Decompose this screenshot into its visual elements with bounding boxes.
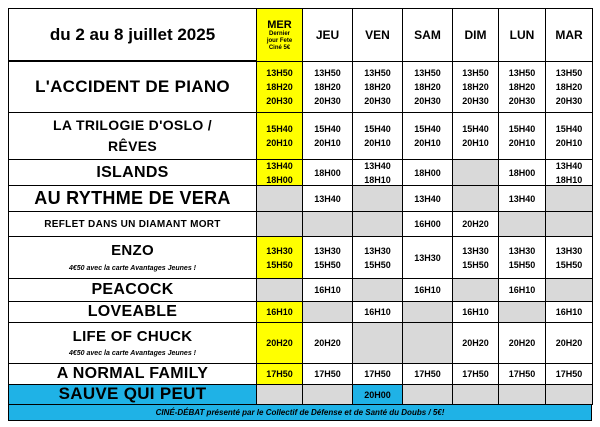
film-title: ENZO [111,242,154,260]
showtime-cell [545,384,593,405]
film-title-cell [8,185,257,212]
showtime: 20H20 [462,219,489,229]
showtime-cell [302,278,353,302]
showtime-cell [545,363,593,385]
showtime-cell [498,61,546,113]
showtime-cell [452,61,499,113]
showtime-cell [402,211,453,237]
showtime: 20H30 [364,96,391,106]
film-title-cell [8,384,257,405]
showtime: 17H50 [414,369,441,379]
showtime: 13H40 [555,160,583,171]
showtime: 20H20 [555,338,583,348]
showtime: 20H10 [555,138,583,148]
day-label: SAM [414,28,441,42]
showtime: 18H20 [555,82,583,92]
showtime-cell [402,322,453,364]
showtime-cell [498,301,546,323]
showtime: 18H20 [462,82,489,92]
film-title: LIFE OF CHUCK [72,327,193,345]
showtime: 18H20 [266,82,293,92]
showtime-cell [302,185,353,212]
film-title-line: RÊVES [108,138,157,154]
day-label: MER [267,18,292,31]
showtime-cell [498,278,546,302]
showtime-cell [452,236,499,279]
showtime-cell [498,384,546,405]
showtime: 17H50 [314,369,341,379]
day-label: VEN [365,28,390,42]
showtime-cell [452,278,499,302]
showtime: 17H50 [462,369,489,379]
showtime: 20H10 [462,138,489,148]
showtime: 20H10 [266,138,293,148]
day-label: DIM [464,28,487,42]
showtime: 13H50 [462,68,489,78]
showtime: 13H40 [266,160,293,171]
showtime: 18H10 [364,174,391,185]
day-header-mar [545,8,593,62]
showtime: 16H10 [266,307,293,317]
showtime: 15H40 [462,124,489,134]
film-title-cell [8,211,257,237]
showtime: 17H50 [266,369,293,379]
showtime-cell [452,301,499,323]
showtime: 13H50 [414,68,441,78]
showtime-cell [545,185,593,212]
showtime-cell [498,236,546,279]
showtime: 15H40 [414,124,441,134]
day-header-dim [452,8,499,62]
film-title-line: LA TRILOGIE D'OSLO / [53,116,212,133]
showtime: 20H10 [414,138,441,148]
promo-text: 4€50 avec la carte Avantages Jeunes ! [69,264,196,272]
showtime: 16H10 [414,285,441,295]
film-title: ISLANDS [96,163,169,181]
showtime-cell [402,301,453,323]
showtime: 13H30 [508,245,536,256]
showtime-cell [545,301,593,323]
showtime-cell [545,159,593,186]
date-range-text: du 2 au 8 juillet 2025 [49,24,216,44]
film-title-cell [8,61,257,113]
showtime: 13H50 [555,68,583,78]
showtime: 13H30 [414,252,441,263]
date-range-title [8,8,257,61]
showtime-cell [498,322,546,364]
showtime: 15H40 [266,124,293,134]
showtime: 13H30 [462,245,489,256]
day-header-sam [402,8,453,62]
showtime-cell [256,236,303,279]
showtime-cell [452,185,499,212]
showtime-cell [302,322,353,364]
film-title-cell [8,301,257,323]
film-title-cell [8,322,257,364]
mer-note-line: Dernier [268,30,290,37]
showtime: 20H10 [364,138,391,148]
showtime-cell [256,322,303,364]
showtime: 18H00 [508,167,536,178]
showtime-cell [498,112,546,160]
showtime-cell [256,384,303,405]
showtime: 20H30 [314,96,341,106]
showtime-cell [352,61,403,113]
showtime: 16H10 [462,307,489,317]
showtime: 15H50 [508,259,536,270]
showtime: 15H40 [364,124,391,134]
day-label: LUN [509,28,535,42]
showtime: 13H50 [266,68,293,78]
showtime: 20H30 [508,96,536,106]
showtime-cell [256,301,303,323]
showtime-cell [452,211,499,237]
showtime: 18H00 [314,167,341,178]
showtime: 17H50 [364,369,391,379]
showtime-cell [545,112,593,160]
showtime: 16H00 [414,219,441,229]
showtime-cell [545,322,593,364]
showtime: 20H10 [508,138,536,148]
film-title: L'ACCIDENT DE PIANO [35,76,230,96]
showtime-cell [302,159,353,186]
showtime-cell [452,159,499,186]
showtime-cell [402,278,453,302]
showtime: 15H50 [364,259,391,270]
showtime-cell [452,384,499,405]
showtime: 13H30 [555,245,583,256]
showtime: 13H30 [364,245,391,256]
showtime: 20H30 [266,96,293,106]
showtime: 20H20 [266,338,293,348]
showtime-cell [352,185,403,212]
showtime: 13H40 [414,193,441,204]
day-header-ven [352,8,403,62]
day-header-lun [498,8,546,62]
showtime: 13H30 [314,245,341,256]
film-title: REFLET DANS UN DIAMANT MORT [44,218,221,230]
showtime-cell [302,236,353,279]
showtime: 13H50 [314,68,341,78]
showtime: 20H10 [314,138,341,148]
showtime-cell [352,278,403,302]
showtime-cell [302,363,353,385]
film-title: PEACOCK [91,281,174,299]
showtime: 15H50 [266,259,293,270]
showtime-cell [256,278,303,302]
showtime: 18H00 [414,167,441,178]
showtime-cell [402,112,453,160]
showtime: 20H20 [508,338,536,348]
film-title-cell [8,159,257,186]
showtime: 18H20 [314,82,341,92]
showtime-cell [545,211,593,237]
showtime-cell [302,61,353,113]
showtime: 16H10 [508,285,536,295]
showtime-cell [402,384,453,405]
showtime-cell [498,185,546,212]
showtime: 15H40 [555,124,583,134]
showtime-cell [402,185,453,212]
day-header-mer [256,8,303,62]
film-title: SAUVE QUI PEUT [58,384,207,404]
showtime-cell [352,384,403,405]
day-label: JEU [315,28,340,42]
showtime-cell [452,322,499,364]
showtime: 15H40 [314,124,341,134]
showtime-cell [352,322,403,364]
showtime: 20H30 [555,96,583,106]
showtime-cell [302,301,353,323]
showtime-cell [402,61,453,113]
showtime-cell [402,236,453,279]
showtime-cell [545,61,593,113]
film-title: AU RYTHME DE VERA [34,187,231,208]
showtime-cell [352,301,403,323]
showtime-cell [352,236,403,279]
showtime: 13H50 [364,68,391,78]
mer-note-line: Ciné 5€ [268,44,291,51]
showtime-cell [256,363,303,385]
showtime-cell [402,159,453,186]
showtime: 13H40 [508,193,536,204]
showtime: 18H00 [266,174,293,185]
film-title-cell [8,363,257,385]
showtime-cell [402,363,453,385]
showtime: 18H20 [364,82,391,92]
showtime: 13H50 [508,68,536,78]
showtime: 18H10 [555,174,583,185]
footer-banner [8,404,592,421]
showtime-cell [452,112,499,160]
showtime: 15H50 [555,259,583,270]
showtime-cell [256,211,303,237]
film-title: LOVEABLE [87,303,178,321]
showtime: 20H30 [462,96,489,106]
showtime-cell [545,278,593,302]
showtime-cell [545,236,593,279]
showtime: 16H10 [364,307,391,317]
showtime: 13H30 [266,245,293,256]
promo-text: 4€50 avec la carte Avantages Jeunes ! [69,350,196,358]
showtime: 16H10 [555,307,583,317]
film-title-cell [8,278,257,302]
showtime-cell [352,363,403,385]
showtime-cell [352,112,403,160]
film-title-cell [8,236,257,279]
footer-text: CINÉ-DÉBAT présenté par le Collectif de Défense et de Santé du Doubs / 5€! [155,408,445,417]
showtime-cell [256,112,303,160]
showtime: 15H40 [508,124,536,134]
showtime: 20H00 [364,389,391,400]
film-title-cell [8,112,257,160]
showtime: 17H50 [555,369,583,379]
showtime-cell [302,384,353,405]
showtime-cell [352,159,403,186]
showtime-cell [498,211,546,237]
showtime-cell [256,159,303,186]
showtime: 18H20 [414,82,441,92]
showtime-cell [256,185,303,212]
showtime: 16H10 [314,285,341,295]
showtime: 20H20 [462,338,489,348]
day-header-jeu [302,8,353,62]
showtime: 15H50 [462,259,489,270]
showtime: 17H50 [508,369,536,379]
film-title: A NORMAL FAMILY [56,365,209,383]
showtime-cell [498,363,546,385]
showtime: 20H20 [314,338,341,348]
showtime: 13H40 [314,193,341,204]
showtime: 15H50 [314,259,341,270]
showtime-cell [302,112,353,160]
showtime-cell [452,363,499,385]
showtime-cell [302,211,353,237]
mer-note-line: jour Fete [266,37,293,44]
showtime: 18H20 [508,82,536,92]
showtime-cell [498,159,546,186]
showtime-cell [256,61,303,113]
showtime: 20H30 [414,96,441,106]
day-label: MAR [555,28,583,42]
showtime-cell [352,211,403,237]
showtime: 13H40 [364,160,391,171]
